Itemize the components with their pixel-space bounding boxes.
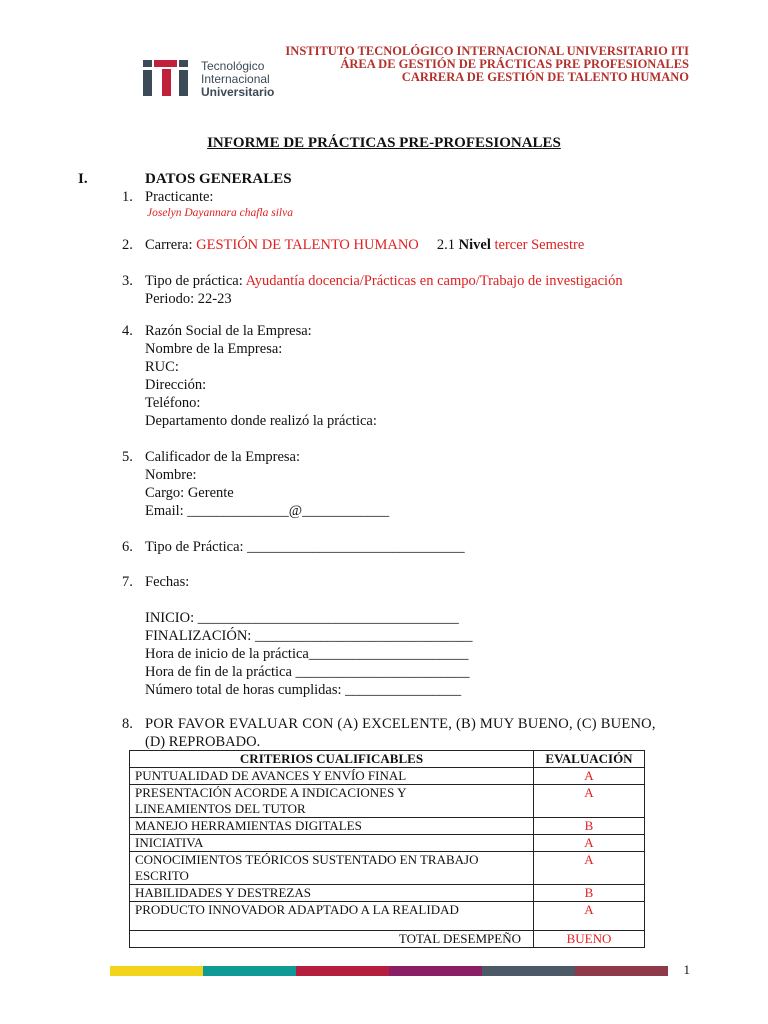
table-row — [130, 785, 645, 818]
item-number: 7. — [122, 574, 133, 590]
evaluar-instruction: POR FAVOR EVALUAR CON (A) EXCELENTE, (B) MUY BUENO, (C) BUENO, — [145, 716, 656, 732]
calificador-cargo: Cargo: Gerente — [145, 485, 234, 501]
criterio-cell: PUNTUALIDAD DE AVANCES Y ENVÍO FINAL — [130, 768, 534, 785]
footer-segment — [482, 966, 575, 976]
evaluation-cell: A — [534, 835, 645, 852]
section-number: I. — [78, 171, 88, 187]
calificador-label: Calificador de la Empresa: — [145, 449, 301, 465]
item-number: 8. — [122, 716, 133, 732]
carrera-label: Carrera: — [145, 237, 193, 253]
criterio-cell: CONOCIMIENTOS TEÓRICOS SUSTENTADO EN TRABAJO ESCRITO — [130, 852, 534, 885]
tipo-practica-field: Tipo de Práctica: ______________________________ — [145, 539, 465, 555]
logo-mark — [143, 60, 188, 96]
institution-area: ÁREA DE GESTIÓN DE PRÁCTICAS PRE PROFESIONALES — [340, 57, 689, 71]
footer-color-bar — [110, 966, 668, 976]
carrera-line — [145, 237, 584, 254]
empresa-ruc: RUC: — [145, 359, 179, 375]
total-value: BUENO — [534, 931, 645, 948]
item-number: 6. — [122, 539, 133, 555]
calificador-nombre: Nombre: — [145, 467, 197, 483]
evaluation-cell: B — [534, 818, 645, 835]
item-number: 3. — [122, 273, 133, 289]
tipo-value: Ayudantía docencia/Prácticas en campo/Trabajo de investigación — [245, 273, 623, 289]
table-row — [130, 885, 645, 902]
item-number: 4. — [122, 323, 133, 339]
fechas-label: Fechas: — [145, 574, 190, 590]
evaluation-cell: B — [534, 885, 645, 902]
evaluar-instruction-cont: (D) REPROBADO. — [145, 734, 261, 750]
table-row — [130, 852, 645, 885]
nivel-value: tercer Semestre — [494, 237, 585, 253]
evaluation-cell: A — [534, 785, 645, 818]
logo-line2: Internacional — [201, 72, 270, 86]
column-header-criterios: CRITERIOS CUALIFICABLES — [130, 751, 534, 768]
horas-total: Número total de horas cumplidas: ________________ — [145, 682, 462, 698]
iti-logo — [143, 55, 293, 100]
footer-segment — [575, 966, 668, 976]
criterio-cell: INICIATIVA — [130, 835, 534, 852]
table-row — [130, 835, 645, 852]
footer-segment — [296, 966, 389, 976]
fecha-finalizacion: FINALIZACIÓN: ______________________________ — [145, 628, 473, 644]
institution-header — [285, 45, 689, 84]
column-header-evaluacion: EVALUACIÓN — [534, 751, 645, 768]
nivel-sub: 2.1 — [436, 237, 456, 253]
footer-segment — [203, 966, 296, 976]
razon-label: Razón Social de la Empresa: — [145, 323, 312, 339]
practicante-label: Practicante: — [145, 189, 214, 205]
tipo-line — [145, 273, 623, 290]
hora-fin: Hora de fin de la práctica ________________________ — [145, 664, 470, 680]
item-number: 1. — [122, 189, 133, 205]
table-total-row — [130, 931, 645, 948]
empresa-direccion: Dirección: — [145, 377, 207, 393]
institution-name: INSTITUTO TECNOLÓGICO INTERNACIONAL UNIVERSITARIO ITI — [285, 44, 689, 58]
tipo-label: Tipo de práctica: — [145, 273, 243, 289]
section-title: DATOS GENERALES — [145, 171, 292, 187]
evaluation-table — [129, 750, 645, 948]
item-number: 2. — [122, 237, 133, 253]
carrera-value: GESTIÓN DE TALENTO HUMANO — [196, 237, 419, 253]
table-row — [130, 768, 645, 785]
calificador-email: Email: ______________@____________ — [145, 503, 390, 519]
criterio-cell: PRODUCTO INNOVADOR ADAPTADO A LA REALIDAD — [130, 902, 534, 931]
institution-career: CARRERA DE GESTIÓN DE TALENTO HUMANO — [401, 70, 689, 84]
hora-inicio: Hora de inicio de la práctica______________________ — [145, 646, 469, 662]
table-header-row — [130, 751, 645, 768]
total-label: TOTAL DESEMPEÑO — [130, 931, 534, 948]
nivel-label: Nivel — [458, 237, 491, 253]
empresa-telefono: Teléfono: — [145, 395, 201, 411]
document-title: INFORME DE PRÁCTICAS PRE-PROFESIONALES — [207, 135, 561, 151]
footer-segment — [110, 966, 203, 976]
fecha-inicio: INICIO: ____________________________________ — [145, 610, 459, 626]
logo-line3: Universitario — [201, 85, 275, 99]
empresa-departamento: Departamento donde realizó la práctica: — [145, 413, 377, 429]
page-number: 1 — [683, 962, 690, 977]
evaluation-cell: A — [534, 902, 645, 931]
empresa-nombre: Nombre de la Empresa: — [145, 341, 283, 357]
item-number: 5. — [122, 449, 133, 465]
practicante-value: Joselyn Dayannara chafla silva — [147, 207, 293, 219]
evaluation-cell: A — [534, 768, 645, 785]
criterio-cell: MANEJO HERRAMIENTAS DIGITALES — [130, 818, 534, 835]
criterio-cell: HABILIDADES Y DESTREZAS — [130, 885, 534, 902]
evaluation-cell: A — [534, 852, 645, 885]
criterio-cell: PRESENTACIÓN ACORDE A INDICACIONES Y LINEAMIENTOS DEL TUTOR — [130, 785, 534, 818]
table-row — [130, 818, 645, 835]
table-row — [130, 902, 645, 931]
footer-segment — [389, 966, 482, 976]
logo-line1: Tecnológico — [201, 59, 265, 73]
periodo: Periodo: 22-23 — [145, 291, 232, 307]
